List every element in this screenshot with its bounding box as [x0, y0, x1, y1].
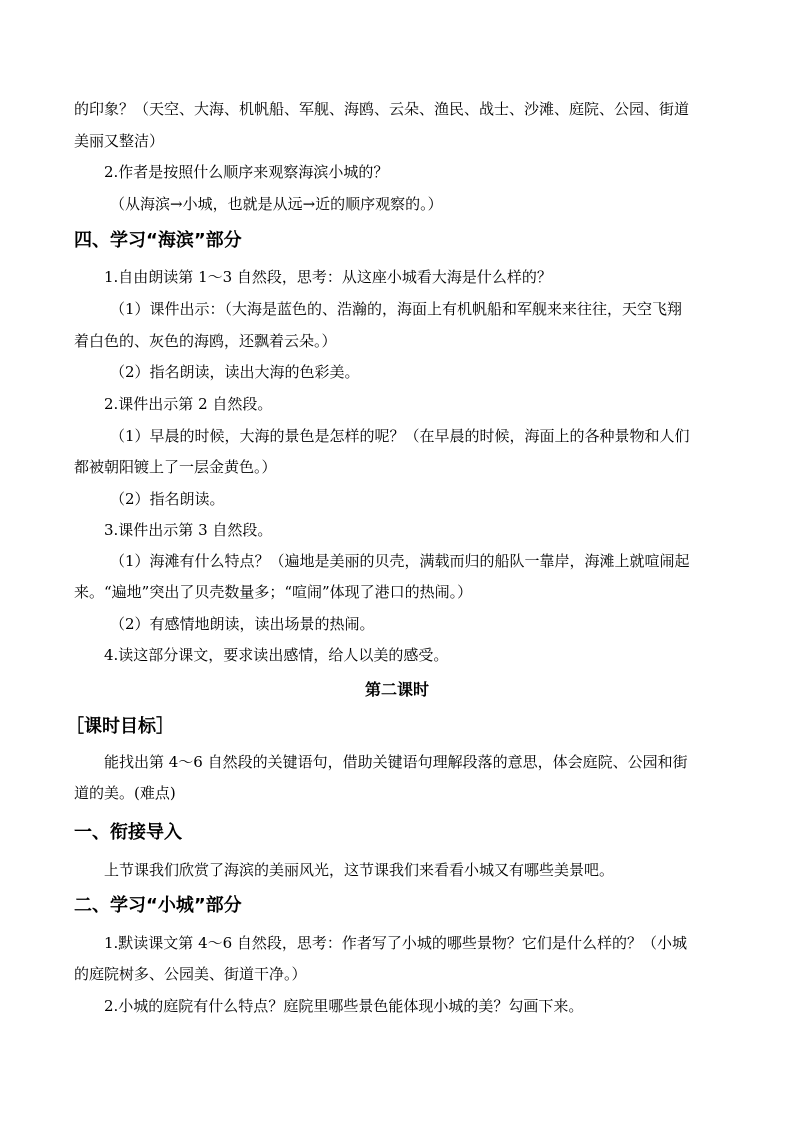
text-line: 都被朝阳镀上了一层金黄色。） — [74, 458, 277, 476]
section-heading: 四、学习“海滨”部分 — [74, 230, 242, 251]
question-item: 2.作者是按照什么顺序来观察海滨小城的？ — [104, 163, 389, 181]
text-line: （2）指名朗读。 — [110, 490, 225, 508]
text-line: （2）有感情地朗读，读出场景的热闹。 — [110, 615, 375, 633]
question-item: 3.课件出示第 3 自然段。 — [104, 521, 273, 539]
text-line: 的庭院树多、公园美、街道干净。） — [74, 965, 307, 983]
text-line: （2）指名朗读，读出大海的色彩美。 — [110, 363, 360, 381]
text-line: 道的美。(难点) — [74, 784, 176, 802]
question-item: 2.课件出示第 2 自然段。 — [104, 395, 273, 413]
text-line: （1）海滩有什么特点？（遍地是美丽的贝壳，满载而归的船队一靠岸，海滩上就喧闹起 — [110, 552, 690, 570]
lesson-title: 第二课时 — [364, 680, 429, 699]
text-line: 着白色的、灰色的海鸥，还飘着云朵。） — [74, 332, 337, 350]
question-item: 2.小城的庭院有什么特点？庭院里哪些景色能体现小城的美？勾画下来。 — [104, 997, 584, 1015]
text-line: 能找出第 4～6 自然段的关键语句，借助关键语句理解段落的意思，体会庭院、公园和街 — [104, 753, 688, 771]
section-heading: 二、学习“小城”部分 — [74, 895, 242, 916]
text-line: 来。“遍地”突出了贝壳数量多；“喧闹”体现了港口的热闹。） — [74, 583, 473, 601]
question-item: 4.读这部分课文，要求读出感情，给人以美的感受。 — [104, 646, 449, 664]
text-line: （1）早晨的时候，大海的景色是怎样的呢？（在早晨的时候，海面上的各种景物和人们 — [110, 427, 690, 445]
lesson-objective-heading: ［课时目标］ — [66, 716, 174, 737]
question-item: 1.自由朗读第 1～3 自然段，思考：从这座小城看大海是什么样的？ — [104, 268, 552, 286]
text-line: 美丽又整洁） — [74, 132, 165, 150]
section-heading: 一、衔接导入 — [74, 822, 182, 843]
question-item: 1.默读课文第 4～6 自然段，思考：作者写了小城的哪些景物？它们是什么样的？（小城 — [104, 934, 687, 952]
answer-text: （从海滨→小城，也就是从远→近的顺序观察的。） — [110, 195, 443, 213]
text-line: 上节课我们欣赏了海滨的美丽风光，这节课我们来看看小城又有哪些美景吧。 — [104, 861, 615, 879]
text-line: （1）课件出示：（大海是蓝色的、浩瀚的，海面上有机帆船和军舰来来往往，天空飞翔 — [110, 300, 683, 318]
text-line: 的印象？（天空、大海、机帆船、军舰、海鸥、云朵、渔民、战士、沙滩、庭院、公园、街道 — [74, 100, 690, 118]
